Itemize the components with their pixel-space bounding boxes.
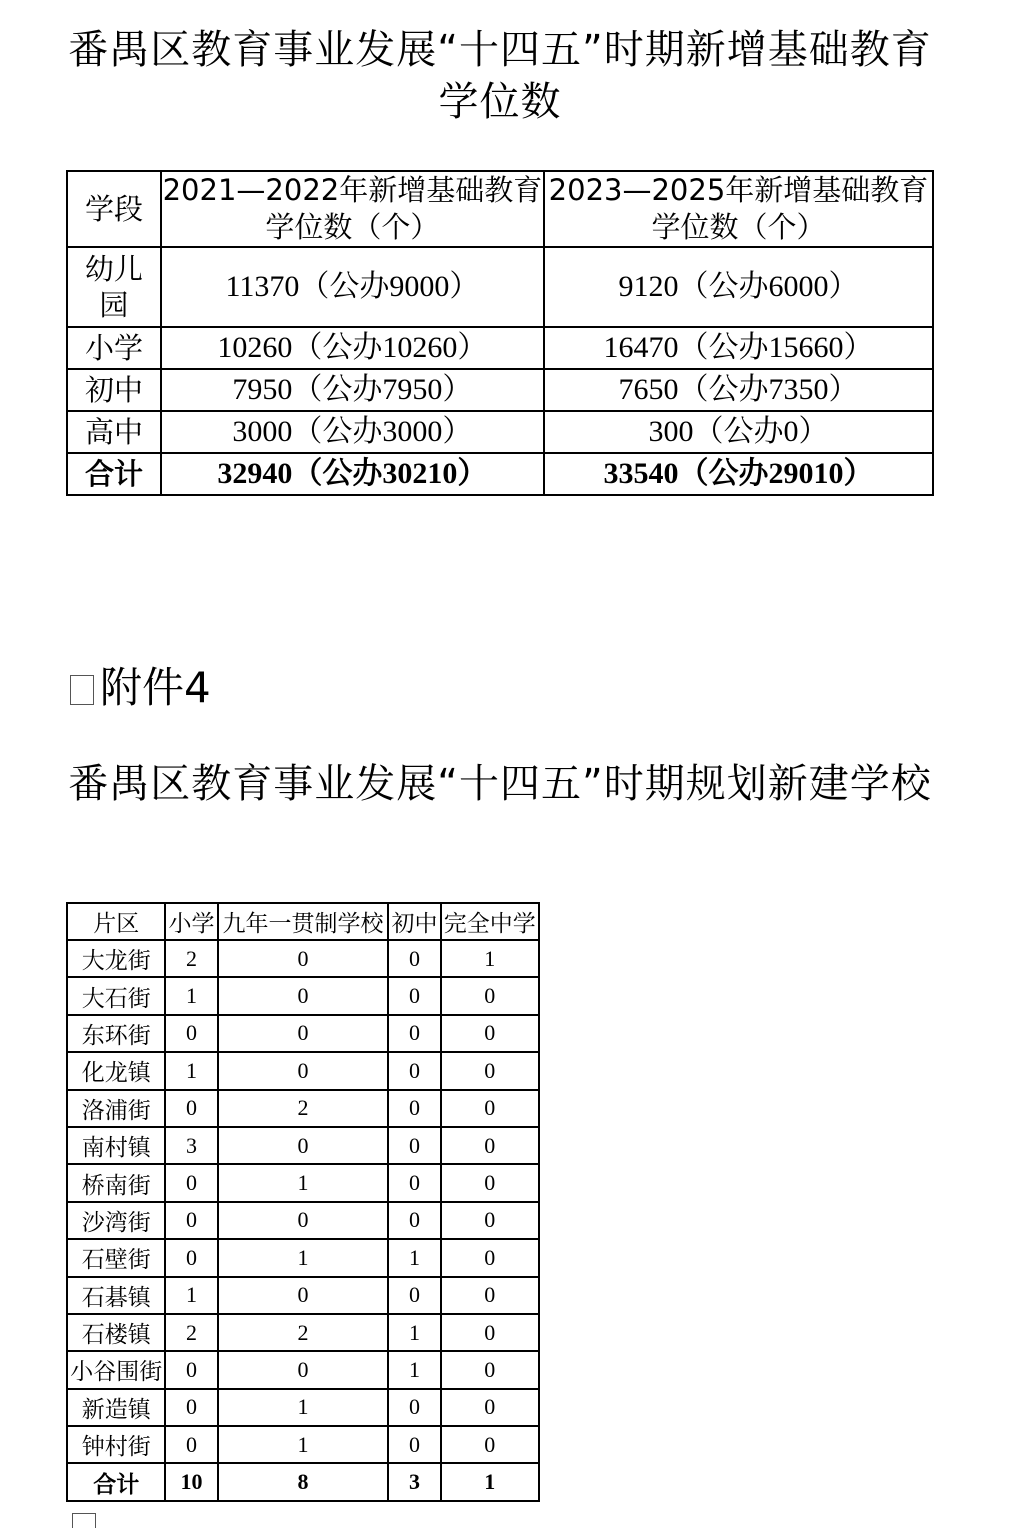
table-row [67, 1015, 539, 1052]
row-value-2023-2025: 9120（公办6000） [544, 247, 933, 327]
row-complete-middle: 0 [441, 1052, 539, 1089]
header-stage: 学段 [67, 171, 161, 247]
header-2023-2025-text: 2023—2025年新增基础教育 学位数（个） [548, 173, 929, 244]
row-complete-middle: 0 [441, 1351, 539, 1388]
table-row [67, 1351, 539, 1388]
new-seats-table [66, 170, 934, 496]
row-value-2021-2022: 3000（公办3000） [161, 411, 544, 453]
row-primary: 0 [165, 1164, 217, 1201]
row-primary: 2 [165, 940, 217, 977]
row-complete-middle: 0 [441, 1389, 539, 1426]
row-district: 桥南街 [67, 1164, 165, 1201]
header-2021-2022-text: 2021—2022年新增基础教育 学位数（个） [162, 173, 543, 244]
row-junior: 3 [388, 1463, 440, 1500]
row-nine-year: 1 [218, 1426, 389, 1463]
header-junior: 初中 [388, 903, 440, 940]
row-primary: 1 [165, 977, 217, 1014]
row-value-2023-2025: 16470（公办15660） [544, 327, 933, 369]
row-junior: 0 [388, 1164, 440, 1201]
row-junior: 0 [388, 1426, 440, 1463]
row-complete-middle: 1 [441, 940, 539, 977]
row-complete-middle: 0 [441, 1015, 539, 1052]
row-stage-text: 幼儿园 [84, 252, 143, 322]
row-nine-year: 1 [218, 1389, 389, 1426]
row-primary: 1 [165, 1277, 217, 1314]
row-primary: 1 [165, 1052, 217, 1089]
row-stage: 小学 [67, 327, 161, 369]
row-value-2021-2022: 11370（公办9000） [161, 247, 544, 327]
row-primary: 0 [165, 1426, 217, 1463]
table-total-row [67, 1463, 539, 1500]
placeholder-box-icon [70, 675, 94, 705]
row-junior: 0 [388, 1389, 440, 1426]
row-primary: 10 [165, 1463, 217, 1500]
table-row [67, 369, 933, 411]
row-district: 石壁街 [67, 1239, 165, 1276]
table-row [67, 1127, 539, 1164]
table-row [67, 327, 933, 369]
row-complete-middle: 0 [441, 1127, 539, 1164]
row-stage: 高中 [67, 411, 161, 453]
appendix-label: 附件4 [100, 663, 211, 712]
row-primary: 0 [165, 1351, 217, 1388]
header-primary: 小学 [165, 903, 217, 940]
row-value-2023-2025: 7650（公办7350） [544, 369, 933, 411]
table-row [67, 1052, 539, 1089]
table-row [67, 1426, 539, 1463]
table-row [67, 1090, 539, 1127]
row-complete-middle: 0 [441, 1164, 539, 1201]
page-title: 番禺区教育事业发展“十四五”时期新增基础教育学位数 [68, 27, 932, 125]
section-title: 番禺区教育事业发展“十四五”时期规划新建学校 [68, 761, 932, 807]
row-district: 小谷围街 [67, 1351, 165, 1388]
row-district: 新造镇 [67, 1389, 165, 1426]
row-nine-year: 0 [218, 977, 389, 1014]
table-row [67, 1389, 539, 1426]
row-junior: 0 [388, 1090, 440, 1127]
table-row [67, 1202, 539, 1239]
table-header-row [67, 903, 539, 940]
row-junior: 0 [388, 1202, 440, 1239]
row-stage [67, 247, 161, 327]
table-row [67, 411, 933, 453]
row-district: 大石街 [67, 977, 165, 1014]
row-junior: 0 [388, 1052, 440, 1089]
placeholder-box-icon [72, 1513, 96, 1528]
table-row [67, 1314, 539, 1351]
row-nine-year: 1 [218, 1239, 389, 1276]
row-district: 沙湾街 [67, 1202, 165, 1239]
row-junior: 0 [388, 977, 440, 1014]
row-stage: 合计 [67, 453, 161, 495]
table-row [67, 1164, 539, 1201]
row-district: 南村镇 [67, 1127, 165, 1164]
row-district: 合计 [67, 1463, 165, 1500]
row-value-2021-2022: 32940（公办30210） [161, 453, 544, 495]
row-nine-year: 0 [218, 1277, 389, 1314]
row-stage: 初中 [67, 369, 161, 411]
table-row [67, 1277, 539, 1314]
row-value-2023-2025: 300（公办0） [544, 411, 933, 453]
table-header-row [67, 171, 933, 247]
row-nine-year: 2 [218, 1090, 389, 1127]
row-district: 石碁镇 [67, 1277, 165, 1314]
row-junior: 1 [388, 1351, 440, 1388]
row-junior: 0 [388, 1277, 440, 1314]
appendix-heading [70, 660, 211, 716]
row-complete-middle: 1 [441, 1463, 539, 1500]
row-district: 洛浦街 [67, 1090, 165, 1127]
header-district: 片区 [67, 903, 165, 940]
row-value-2021-2022: 7950（公办7950） [161, 369, 544, 411]
row-complete-middle: 0 [441, 1202, 539, 1239]
header-2023-2025 [544, 171, 933, 247]
table-row [67, 247, 933, 327]
row-district: 大龙街 [67, 940, 165, 977]
row-district: 石楼镇 [67, 1314, 165, 1351]
row-junior: 0 [388, 1127, 440, 1164]
table-row [67, 940, 539, 977]
row-junior: 0 [388, 1015, 440, 1052]
row-primary: 2 [165, 1314, 217, 1351]
row-junior: 1 [388, 1314, 440, 1351]
row-district: 东环街 [67, 1015, 165, 1052]
new-schools-table [66, 902, 540, 1502]
row-district: 钟村街 [67, 1426, 165, 1463]
header-nine-year: 九年一贯制学校 [218, 903, 389, 940]
row-junior: 1 [388, 1239, 440, 1276]
row-primary: 0 [165, 1202, 217, 1239]
row-nine-year: 2 [218, 1314, 389, 1351]
row-nine-year: 1 [218, 1164, 389, 1201]
row-complete-middle: 0 [441, 1090, 539, 1127]
table-total-row [67, 453, 933, 495]
new-schools-table-body [67, 940, 539, 1501]
row-nine-year: 0 [218, 940, 389, 977]
row-complete-middle: 0 [441, 1239, 539, 1276]
row-value-2023-2025: 33540（公办29010） [544, 453, 933, 495]
row-complete-middle: 0 [441, 1277, 539, 1314]
row-complete-middle: 0 [441, 1426, 539, 1463]
header-complete-middle: 完全中学 [441, 903, 539, 940]
row-junior: 0 [388, 940, 440, 977]
row-value-2021-2022: 10260（公办10260） [161, 327, 544, 369]
row-primary: 3 [165, 1127, 217, 1164]
table-row [67, 977, 539, 1014]
row-primary: 0 [165, 1239, 217, 1276]
row-nine-year: 0 [218, 1015, 389, 1052]
row-primary: 0 [165, 1090, 217, 1127]
row-primary: 0 [165, 1389, 217, 1426]
row-complete-middle: 0 [441, 1314, 539, 1351]
header-2021-2022 [161, 171, 544, 247]
row-nine-year: 0 [218, 1052, 389, 1089]
row-nine-year: 0 [218, 1127, 389, 1164]
row-district: 化龙镇 [67, 1052, 165, 1089]
row-nine-year: 0 [218, 1351, 389, 1388]
row-nine-year: 0 [218, 1202, 389, 1239]
table-row [67, 1239, 539, 1276]
row-primary: 0 [165, 1015, 217, 1052]
row-nine-year: 8 [218, 1463, 389, 1500]
row-complete-middle: 0 [441, 977, 539, 1014]
